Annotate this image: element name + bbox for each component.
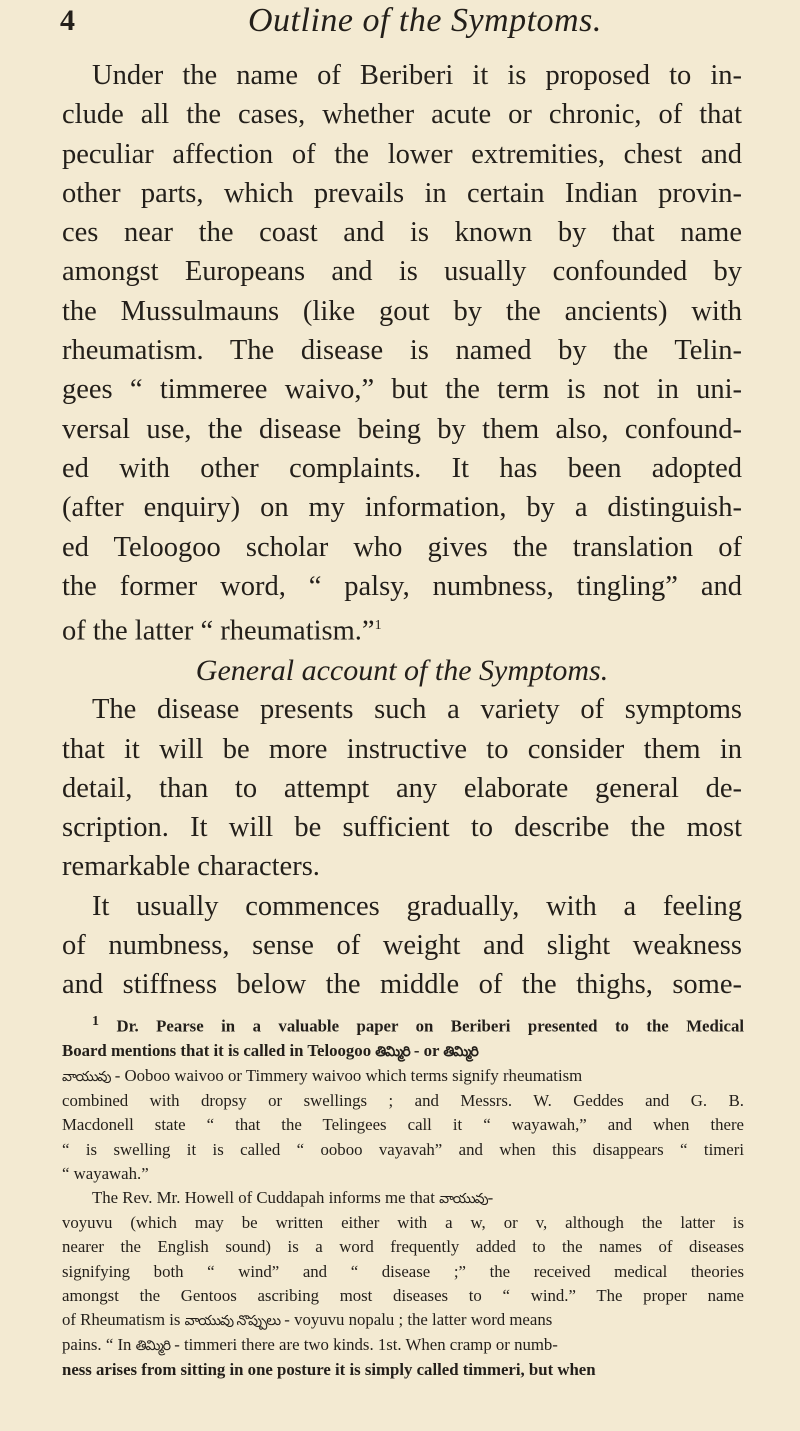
- body-line: clude all the cases, whether acute or chronic, of that: [62, 99, 742, 131]
- body-line: Under the name of Beriberi it is proposed to in-: [92, 60, 742, 91]
- footnote-line: [62, 1039, 744, 1064]
- footnote-text: pains. “ In: [62, 1335, 132, 1355]
- body-line: other parts, which prevails in certain Indian provin-: [62, 177, 742, 209]
- page-number: 4: [60, 4, 75, 37]
- telugu-word: తిమ్మిరి: [375, 1043, 410, 1060]
- footnote-text: - voyuvu nopalu ; the latter word means: [284, 1310, 553, 1330]
- footnote-line: [62, 1333, 744, 1358]
- footnote-line: [62, 1064, 744, 1089]
- body-line: detail, than to attempt any elaborate general de-: [62, 772, 742, 804]
- section-heading: General account of the Symptoms.: [195, 653, 609, 687]
- body-line: scription. It will be sufficient to describe the most: [62, 812, 742, 844]
- body-line: and stiffness below the middle of the thighs, some-: [62, 969, 742, 1001]
- body-line: (after enquiry) on my information, by a distinguish-: [62, 492, 742, 524]
- body-line-last: [62, 606, 742, 651]
- body-line: ed with other complaints. It has been adopted: [62, 452, 742, 484]
- footnote-line: amongst the Gentoos ascribing most diseases to “ wind.” The proper name: [62, 1285, 744, 1305]
- footnote-text: - or: [413, 1040, 440, 1060]
- body-line: The disease presents such a variety of symptoms: [92, 694, 742, 726]
- footnote-line: [62, 1308, 744, 1333]
- body-line: It usually commences gradually, with a feeling: [92, 890, 742, 922]
- footnote-reference[interactable]: 1: [374, 618, 382, 634]
- body-line: the former word, “ palsy, numbness, tingling” and: [62, 570, 742, 602]
- footnote-text: Board mentions that it is called in Teloogoo: [62, 1040, 372, 1060]
- footnote-line: combined with dropsy or swellings ; and Messrs. W. Geddes and G. B.: [62, 1091, 744, 1111]
- footnote-line: nearer the English sound) is a word frequently added to the names of diseases: [62, 1237, 744, 1257]
- footnote-mark: 1: [92, 1014, 99, 1029]
- body-text: [62, 56, 742, 1005]
- body-line: remarkable characters.: [62, 851, 320, 883]
- body-line-text: of the latter “ rheumatism.”: [62, 615, 375, 647]
- body-line: of numbness, sense of weight and slight weakness: [62, 930, 742, 962]
- footnote-text: of Rheumatism is: [62, 1310, 181, 1330]
- footnote-line: “ wayawah.”: [62, 1163, 149, 1183]
- body-line: gees “ timmeree waivo,” but the term is not in uni-: [62, 374, 742, 406]
- footnote-line: [62, 1186, 744, 1211]
- telugu-word: వాయువు: [62, 1069, 111, 1085]
- footnote-line: voyuvu (which may be written either with a w, or v, although the latter is: [62, 1213, 744, 1233]
- footnote-line: ness arises from sitting in one posture it is simply called timmeri, but when: [62, 1360, 596, 1380]
- running-title: Outline of the Symptoms.: [248, 2, 602, 39]
- footnote-text: - Ooboo waivoo or Timmery waivoo which terms signify rheumatism: [114, 1066, 583, 1085]
- footnote-line: signifying both “ wind” and “ disease ;” the received medical theories: [62, 1261, 744, 1281]
- footnote-line: [62, 1010, 744, 1039]
- body-line: the Mussulmauns (like gout by the ancients) with: [62, 295, 742, 327]
- body-line: amongst Europeans and is usually confounded by: [62, 256, 742, 288]
- body-line: versal use, the disease being by them also, confound-: [62, 413, 742, 445]
- body-line: that it will be more instructive to consider them in: [62, 733, 742, 765]
- telugu-word: తిమ్మిరి: [135, 1338, 170, 1355]
- footnote-line: “ is swelling it is called “ ooboo vayavah” and when this disappears “ timeri: [62, 1139, 744, 1159]
- body-line: ces near the coast and is known by that name: [62, 217, 742, 249]
- body-line: peculiar affection of the lower extremities, chest and: [62, 138, 742, 170]
- body-line: ed Teloogoo scholar who gives the translation of: [62, 531, 742, 563]
- footnote-line: Macdonell state “ that the Telingees call it “ wayawah,” and when there: [62, 1115, 744, 1135]
- footnote-text: -: [487, 1188, 494, 1208]
- footnotes: [62, 1010, 744, 1383]
- footnote-text: Dr. Pearse in a valuable paper on Beriberi presented to the Medical: [116, 1016, 745, 1036]
- page-header: [60, 4, 760, 44]
- body-line: rheumatism. The disease is named by the Telin-: [62, 335, 742, 367]
- telugu-word: తిమ్మిరి: [443, 1043, 478, 1060]
- telugu-word: వాయువు: [439, 1191, 488, 1208]
- footnote-text: The Rev. Mr. Howell of Cuddapah informs me that: [92, 1188, 435, 1208]
- footnote-text: - timmeri there are two kinds. 1st. When cramp or numb-: [174, 1335, 558, 1355]
- telugu-word: వాయువు నొప్పులు: [184, 1313, 281, 1330]
